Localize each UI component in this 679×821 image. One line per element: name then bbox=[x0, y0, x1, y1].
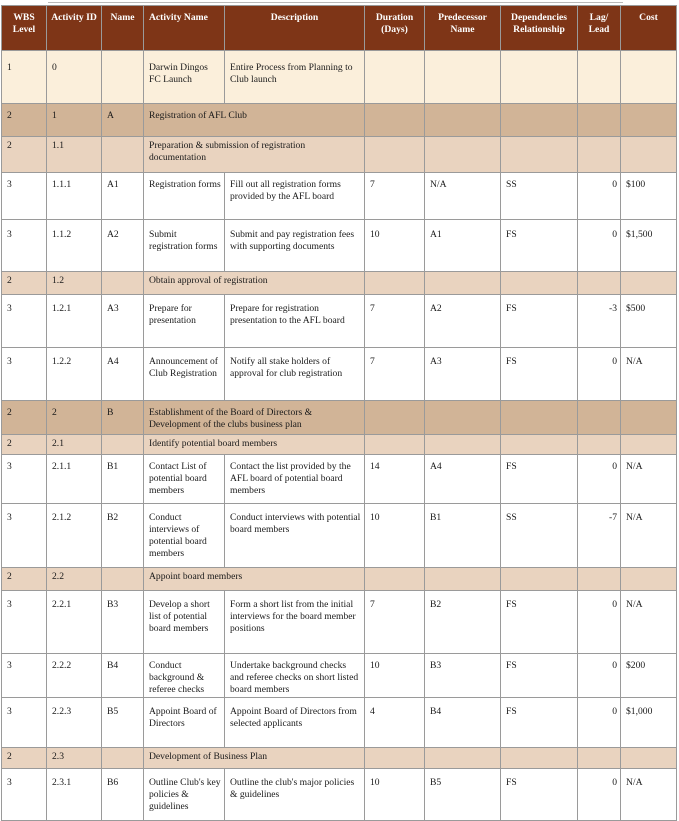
cell-id: 2.2.2 bbox=[47, 654, 102, 698]
cell-name: B4 bbox=[102, 654, 144, 698]
cell-empty bbox=[578, 104, 621, 137]
cell-id: 2.1.2 bbox=[47, 504, 102, 568]
cell-name: B6 bbox=[102, 769, 144, 821]
cell-wbs: 3 bbox=[2, 769, 47, 821]
cell-duration: 7 bbox=[365, 173, 425, 220]
cell-description: Form a short list from the initial interviews for the board member positions bbox=[225, 591, 365, 654]
table-row bbox=[2, 348, 677, 401]
cell-cost: $100 bbox=[621, 173, 677, 220]
header-row bbox=[2, 6, 677, 51]
table-row bbox=[2, 51, 677, 104]
cell-name bbox=[102, 51, 144, 104]
cell-description: Contact the list provided by the AFL board of potential board members bbox=[225, 455, 365, 504]
cell-empty bbox=[501, 272, 578, 295]
cell-id: 1.1 bbox=[47, 137, 102, 173]
cell-name: B1 bbox=[102, 455, 144, 504]
cell-description: Fill out all registration forms provided by the AFL board bbox=[225, 173, 365, 220]
cell-section-title: Appoint board members bbox=[144, 568, 365, 591]
cell-cost: N/A bbox=[621, 504, 677, 568]
cell-name bbox=[102, 272, 144, 295]
cell-lag: 0 bbox=[578, 769, 621, 821]
cell-id: 2.3 bbox=[47, 748, 102, 769]
cell-dependency bbox=[501, 51, 578, 104]
cell-empty bbox=[365, 568, 425, 591]
cell-id: 1.1.2 bbox=[47, 220, 102, 272]
cell-duration: 10 bbox=[365, 504, 425, 568]
cell-empty bbox=[365, 104, 425, 137]
cell-empty bbox=[621, 137, 677, 173]
cell-dependency: FS bbox=[501, 769, 578, 821]
table-row bbox=[2, 435, 677, 455]
cell-activity: Conduct background & referee checks bbox=[144, 654, 225, 698]
cell-id: 2.2.3 bbox=[47, 698, 102, 748]
cell-lag: 0 bbox=[578, 455, 621, 504]
cell-cost: $500 bbox=[621, 295, 677, 348]
cell-lag: 0 bbox=[578, 698, 621, 748]
cell-id: 1.2.2 bbox=[47, 348, 102, 401]
table-row bbox=[2, 173, 677, 220]
cell-description: Submit and pay registration fees with supporting documents bbox=[225, 220, 365, 272]
cell-predecessor bbox=[425, 51, 501, 104]
cell-name: A4 bbox=[102, 348, 144, 401]
cell-section-title: Preparation & submission of registration documentation bbox=[144, 137, 365, 173]
cell-empty bbox=[578, 568, 621, 591]
cell-dependency: FS bbox=[501, 295, 578, 348]
cell-empty bbox=[501, 748, 578, 769]
cell-predecessor: B5 bbox=[425, 769, 501, 821]
wbs-table bbox=[1, 5, 677, 821]
page-top-rule bbox=[48, 2, 623, 3]
cell-activity: Develop a short list of potential board members bbox=[144, 591, 225, 654]
cell-duration bbox=[365, 51, 425, 104]
cell-wbs: 3 bbox=[2, 504, 47, 568]
cell-id: 0 bbox=[47, 51, 102, 104]
table-row bbox=[2, 591, 677, 654]
cell-empty bbox=[501, 137, 578, 173]
cell-dependency: FS bbox=[501, 455, 578, 504]
cell-empty bbox=[501, 568, 578, 591]
cell-wbs: 3 bbox=[2, 654, 47, 698]
header-name: Name bbox=[102, 6, 144, 51]
cell-id: 2.2 bbox=[47, 568, 102, 591]
cell-duration: 4 bbox=[365, 698, 425, 748]
cell-id: 1.1.1 bbox=[47, 173, 102, 220]
cell-predecessor: A4 bbox=[425, 455, 501, 504]
cell-dependency: FS bbox=[501, 698, 578, 748]
cell-wbs: 2 bbox=[2, 104, 47, 137]
cell-activity: Outline Club's key policies & guidelines bbox=[144, 769, 225, 821]
table-row bbox=[2, 272, 677, 295]
cell-empty bbox=[621, 435, 677, 455]
cell-description: Prepare for registration presentation to the AFL board bbox=[225, 295, 365, 348]
cell-cost: $200 bbox=[621, 654, 677, 698]
cell-dependency: FS bbox=[501, 220, 578, 272]
table-row bbox=[2, 455, 677, 504]
cell-name bbox=[102, 568, 144, 591]
cell-lag: 0 bbox=[578, 591, 621, 654]
cell-dependency: FS bbox=[501, 348, 578, 401]
table-row bbox=[2, 295, 677, 348]
cell-empty bbox=[365, 435, 425, 455]
cell-duration: 10 bbox=[365, 220, 425, 272]
cell-id: 1 bbox=[47, 104, 102, 137]
cell-activity: Announcement of Club Registration bbox=[144, 348, 225, 401]
cell-wbs: 3 bbox=[2, 591, 47, 654]
cell-predecessor: A3 bbox=[425, 348, 501, 401]
cell-description: Appoint Board of Directors from selected applicants bbox=[225, 698, 365, 748]
cell-section-title: Obtain approval of registration bbox=[144, 272, 365, 295]
cell-empty bbox=[621, 272, 677, 295]
cell-empty bbox=[365, 137, 425, 173]
cell-empty bbox=[365, 748, 425, 769]
table-row bbox=[2, 504, 677, 568]
cell-cost: $1,500 bbox=[621, 220, 677, 272]
cell-description: Outline the club's major policies & guidelines bbox=[225, 769, 365, 821]
cell-name: A2 bbox=[102, 220, 144, 272]
cell-empty bbox=[365, 272, 425, 295]
table-row bbox=[2, 698, 677, 748]
cell-name: B bbox=[102, 401, 144, 435]
table-row bbox=[2, 748, 677, 769]
table-row bbox=[2, 137, 677, 173]
cell-predecessor: B1 bbox=[425, 504, 501, 568]
cell-id: 1.2 bbox=[47, 272, 102, 295]
cell-activity: Darwin Dingos FC Launch bbox=[144, 51, 225, 104]
cell-activity: Registration forms bbox=[144, 173, 225, 220]
header-description: Description bbox=[225, 6, 365, 51]
cell-id: 2.1.1 bbox=[47, 455, 102, 504]
cell-duration: 10 bbox=[365, 769, 425, 821]
cell-description: Undertake background checks and referee checks on short listed board members bbox=[225, 654, 365, 698]
cell-dependency: SS bbox=[501, 504, 578, 568]
cell-section-title: Identify potential board members bbox=[144, 435, 365, 455]
cell-wbs: 2 bbox=[2, 137, 47, 173]
cell-id: 2.1 bbox=[47, 435, 102, 455]
cell-activity: Contact List of potential board members bbox=[144, 455, 225, 504]
cell-empty bbox=[621, 748, 677, 769]
cell-empty bbox=[578, 435, 621, 455]
cell-name bbox=[102, 748, 144, 769]
header-predecessor: Predecessor Name bbox=[425, 6, 501, 51]
cell-description: Conduct interviews with potential board members bbox=[225, 504, 365, 568]
table-row bbox=[2, 654, 677, 698]
cell-description: Entire Process from Planning to Club launch bbox=[225, 51, 365, 104]
cell-empty bbox=[425, 401, 501, 435]
cell-section-title: Registration of AFL Club bbox=[144, 104, 365, 137]
cell-description: Notify all stake holders of approval for club registration bbox=[225, 348, 365, 401]
cell-lag: 0 bbox=[578, 173, 621, 220]
cell-empty bbox=[501, 401, 578, 435]
cell-wbs: 3 bbox=[2, 295, 47, 348]
cell-cost: N/A bbox=[621, 591, 677, 654]
cell-activity: Prepare for presentation bbox=[144, 295, 225, 348]
cell-cost bbox=[621, 51, 677, 104]
cell-wbs: 3 bbox=[2, 455, 47, 504]
cell-duration: 14 bbox=[365, 455, 425, 504]
cell-section-title: Establishment of the Board of Directors & Development of the clubs business plan bbox=[144, 401, 365, 435]
cell-predecessor: B2 bbox=[425, 591, 501, 654]
cell-duration: 7 bbox=[365, 591, 425, 654]
header-activity-id: Activity ID bbox=[47, 6, 102, 51]
cell-dependency: FS bbox=[501, 654, 578, 698]
header-cost: Cost bbox=[621, 6, 677, 51]
cell-lag: -3 bbox=[578, 295, 621, 348]
cell-predecessor: N/A bbox=[425, 173, 501, 220]
cell-activity: Appoint Board of Directors bbox=[144, 698, 225, 748]
cell-id: 2.2.1 bbox=[47, 591, 102, 654]
header-wbs-level: WBS Level bbox=[2, 6, 47, 51]
cell-cost: N/A bbox=[621, 348, 677, 401]
cell-empty bbox=[578, 272, 621, 295]
cell-name: A bbox=[102, 104, 144, 137]
cell-cost: N/A bbox=[621, 455, 677, 504]
cell-empty bbox=[425, 748, 501, 769]
cell-dependency: FS bbox=[501, 591, 578, 654]
cell-empty bbox=[578, 137, 621, 173]
cell-name bbox=[102, 435, 144, 455]
cell-empty bbox=[578, 748, 621, 769]
cell-empty bbox=[501, 435, 578, 455]
cell-activity: Submit registration forms bbox=[144, 220, 225, 272]
cell-lag: 0 bbox=[578, 654, 621, 698]
cell-name: B3 bbox=[102, 591, 144, 654]
cell-wbs: 2 bbox=[2, 272, 47, 295]
cell-wbs: 2 bbox=[2, 748, 47, 769]
cell-wbs: 3 bbox=[2, 348, 47, 401]
table-row bbox=[2, 401, 677, 435]
table-row bbox=[2, 104, 677, 137]
cell-cost: N/A bbox=[621, 769, 677, 821]
cell-wbs: 3 bbox=[2, 698, 47, 748]
cell-name bbox=[102, 137, 144, 173]
cell-empty bbox=[365, 401, 425, 435]
header-activity-name: Activity Name bbox=[144, 6, 225, 51]
cell-id: 2 bbox=[47, 401, 102, 435]
cell-id: 1.2.1 bbox=[47, 295, 102, 348]
cell-id: 2.3.1 bbox=[47, 769, 102, 821]
header-lag-lead: Lag/ Lead bbox=[578, 6, 621, 51]
cell-empty bbox=[621, 401, 677, 435]
table-row bbox=[2, 568, 677, 591]
cell-wbs: 2 bbox=[2, 568, 47, 591]
cell-wbs: 3 bbox=[2, 173, 47, 220]
cell-section-title: Development of Business Plan bbox=[144, 748, 365, 769]
cell-empty bbox=[621, 568, 677, 591]
table-row bbox=[2, 220, 677, 272]
cell-predecessor: B3 bbox=[425, 654, 501, 698]
cell-duration: 10 bbox=[365, 654, 425, 698]
cell-dependency: SS bbox=[501, 173, 578, 220]
cell-name: B5 bbox=[102, 698, 144, 748]
table-row bbox=[2, 769, 677, 821]
cell-activity: Conduct interviews of potential board members bbox=[144, 504, 225, 568]
cell-lag bbox=[578, 51, 621, 104]
cell-predecessor: A2 bbox=[425, 295, 501, 348]
cell-duration: 7 bbox=[365, 348, 425, 401]
cell-wbs: 2 bbox=[2, 401, 47, 435]
cell-name: B2 bbox=[102, 504, 144, 568]
cell-predecessor: B4 bbox=[425, 698, 501, 748]
cell-empty bbox=[425, 137, 501, 173]
cell-empty bbox=[578, 401, 621, 435]
cell-empty bbox=[425, 435, 501, 455]
cell-wbs: 3 bbox=[2, 220, 47, 272]
cell-empty bbox=[425, 568, 501, 591]
cell-name: A1 bbox=[102, 173, 144, 220]
cell-name: A3 bbox=[102, 295, 144, 348]
cell-empty bbox=[425, 104, 501, 137]
header-duration: Duration (Days) bbox=[365, 6, 425, 51]
header-dependencies: Dependencies Relationship bbox=[501, 6, 578, 51]
cell-lag: 0 bbox=[578, 348, 621, 401]
cell-wbs: 1 bbox=[2, 51, 47, 104]
cell-duration: 7 bbox=[365, 295, 425, 348]
cell-empty bbox=[425, 272, 501, 295]
cell-empty bbox=[501, 104, 578, 137]
cell-lag: 0 bbox=[578, 220, 621, 272]
cell-empty bbox=[621, 104, 677, 137]
cell-predecessor: A1 bbox=[425, 220, 501, 272]
cell-wbs: 2 bbox=[2, 435, 47, 455]
cell-cost: $1,000 bbox=[621, 698, 677, 748]
cell-lag: -7 bbox=[578, 504, 621, 568]
